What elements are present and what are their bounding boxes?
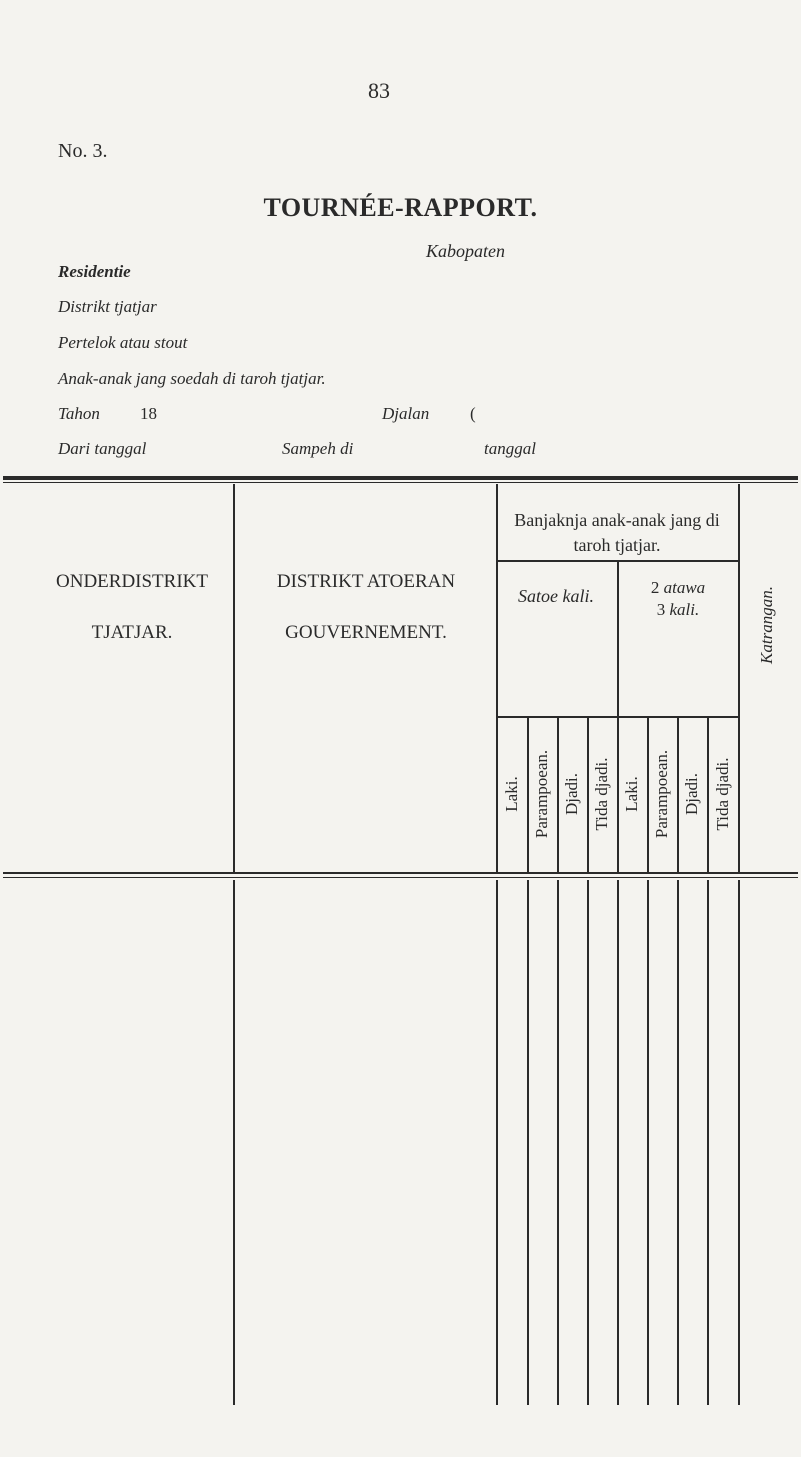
header-distrikt-atoeran: DISTRIKT ATOERAN xyxy=(276,571,456,592)
sub-header-satoe-djadi xyxy=(557,716,587,872)
katrangan-label: Katrangan. xyxy=(757,586,776,664)
djalan-label: Djalan xyxy=(382,404,430,423)
anak-anak-label: Anak-anak jang soedah di taroh tjatjar. xyxy=(58,369,326,388)
header-atawa-kali xyxy=(618,577,738,621)
sub-label: Djadi. xyxy=(682,772,701,816)
sub-label: Djadi. xyxy=(562,772,581,816)
header-katrangan xyxy=(739,480,795,770)
atawa-number-3: 3 xyxy=(656,600,666,619)
sub-header-satoe-tida-djadi xyxy=(587,716,617,872)
sub-label: Parampoean. xyxy=(532,749,551,839)
page-number: 83 xyxy=(368,78,390,103)
sub-header-atawa-tida-djadi xyxy=(707,716,738,872)
sub-header-satoe-laki xyxy=(496,716,527,872)
distrikt-label: Distrikt tjatjar xyxy=(58,297,157,316)
header-banjaknja: Banjaknja anak-anak jang di taroh tjatjar. xyxy=(514,510,720,555)
header-gouvernement: GOUVERNEMENT. xyxy=(285,622,447,643)
sub-header-satoe-parampoean xyxy=(527,716,557,872)
sub-label: Laki. xyxy=(501,776,521,812)
header-satoe-kali: Satoe kali. xyxy=(518,586,594,606)
tahon-value: 18 xyxy=(140,404,157,423)
dari-tanggal-label: Dari tanggal xyxy=(58,439,147,458)
header-tjatjar: TJATJAR. xyxy=(91,622,173,643)
page-title: TOURNÉE-RAPPORT. xyxy=(263,193,538,222)
sub-header-atawa-parampoean xyxy=(647,716,677,872)
sub-header-atawa-djadi xyxy=(677,716,707,872)
sampeh-label: Sampeh di xyxy=(282,439,354,458)
sub-label: Tida djadi. xyxy=(592,757,611,831)
sub-label: Parampoean. xyxy=(652,749,671,839)
sub-label: Tida djadi. xyxy=(712,757,732,831)
residentie-label: Residentie xyxy=(58,262,131,281)
tanggal-label: tanggal xyxy=(484,439,536,458)
kali-word: kali. xyxy=(669,600,700,619)
pertelok-label: Pertelok atau stout xyxy=(58,333,188,352)
djalan-value: ( xyxy=(470,404,476,423)
kabopaten-label: Kabopaten xyxy=(426,241,505,261)
atawa-word: atawa xyxy=(663,578,706,597)
sub-header-atawa-laki xyxy=(617,716,647,872)
tahon-label: Tahon xyxy=(58,404,100,423)
header-onderdistrikt: ONDERDISTRIKT xyxy=(56,571,208,592)
atawa-number-2: 2 xyxy=(650,578,660,597)
document-number: No. 3. xyxy=(58,140,108,162)
sub-label: Laki. xyxy=(622,776,641,812)
